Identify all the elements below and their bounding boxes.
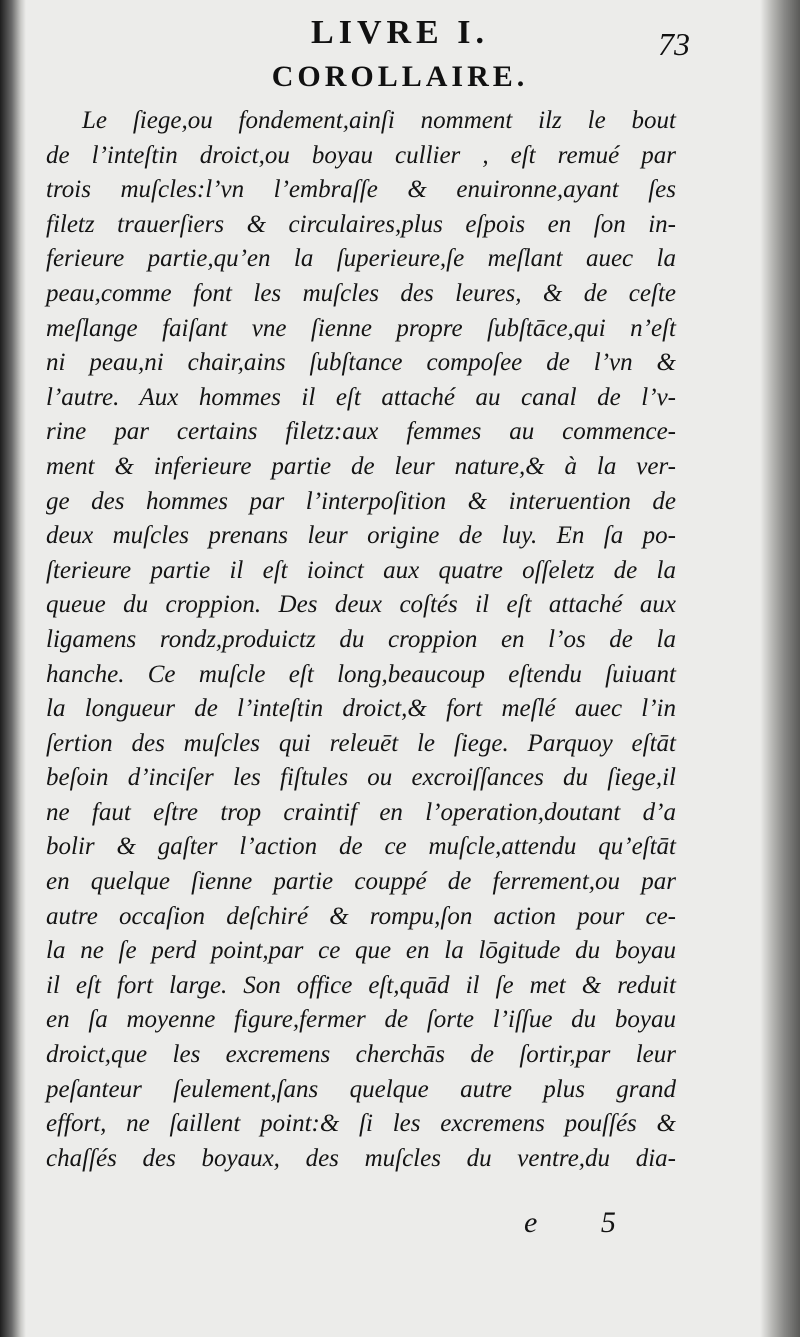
text-line: ferieure partie,qu’en la ſuperieure,ſe meſlant auec la (46, 245, 676, 273)
text-line: droict,que les excremens cherchās de ſortir,par leur (46, 1041, 676, 1069)
page-number: 73 (658, 26, 690, 62)
text-line: hanche. Ce muſcle eſt long,beaucoup eſtendu ſuiuant (46, 660, 676, 688)
text-line: ſertion des muſcles qui releuēt le ſiege. Parquoy eſtāt (46, 729, 676, 757)
page-edge-shadow (760, 0, 800, 1337)
text-line: chaſſés des boyaux, des muſcles du ventre,du dia- (46, 1144, 676, 1172)
body-paragraph (46, 104, 676, 1176)
text-line: meſlange faiſant vne ſienne propre ſubſtāce,qui n’eſt (46, 314, 676, 342)
text-line: ne faut eſtre trop craintif en l’operation,doutant d’a (46, 798, 676, 826)
running-head-title: LIVRE I. (311, 14, 489, 51)
text-line: l’autre. Aux hommes il eſt attaché au canal de l’v- (46, 383, 676, 411)
text-line: la ne ſe perd point,par ce que en la lōgitude du boyau (46, 937, 676, 965)
text-line: trois muſcles:l’vn l’embraſſe & enuironne,ayant ſes (46, 176, 676, 204)
text-line: deux muſcles prenans leur origine de luy. En ſa po- (46, 522, 676, 550)
text-line: ment & inferieure partie de leur nature,& à la ver- (46, 452, 676, 480)
text-line: queue du croppion. Des deux coſtés il eſt attaché aux (46, 591, 676, 619)
text-line: filetz trauerſiers & circulaires,plus eſpois en ſon in- (46, 210, 676, 238)
text-line: rine par certains filetz:aux femmes au commence- (46, 418, 676, 446)
text-line: effort, ne ſaillent point:& ſi les excremens pouſſés & (46, 1110, 676, 1138)
text-line: ge des hommes par l’interpoſition & interuention de (46, 487, 676, 515)
text-line: la longueur de l’inteſtin droict,& fort meſlé auec l’in (46, 695, 676, 723)
text-line: en quelque ſienne partie couppé de ferrement,ou par (46, 868, 676, 896)
section-title: COROLLAIRE. (271, 60, 529, 93)
text-line: ni peau,ni chair,ains ſubſtance compoſee de l’vn & (46, 349, 676, 377)
text-line: de l’inteſtin droict,ou boyau cullier , eſt remué par (46, 141, 676, 169)
text-line: peſanteur ſeulement,ſans quelque autre plus grand (46, 1075, 676, 1103)
text-line: peau,comme font les muſcles des leures, & de ceſte (46, 279, 676, 307)
text-line: ligamens rondz,produictz du croppion en l’os de la (46, 625, 676, 653)
text-line: autre occaſion deſchiré & rompu,ſon action pour ce- (46, 902, 676, 930)
signature-mark: e 5 (524, 1206, 644, 1239)
text-line: ſterieure partie il eſt ioinct aux quatre oſſeletz de la (46, 556, 676, 584)
text-line: il eſt fort large. Son office eſt,quād il ſe met & reduit (46, 971, 676, 999)
binding-gutter-shadow (0, 0, 26, 1337)
text-line: beſoin d’inciſer les fiſtules ou excroiſſances du ſiege,il (46, 764, 676, 792)
text-line: Le ſiege,ou fondement,ainſi nomment ilz le bout (82, 107, 676, 134)
text-line: en ſa moyenne figure,fermer de ſorte l’iſſue du boyau (46, 1006, 676, 1034)
text-line: bolir & gaſter l’action de ce muſcle,attendu qu’eſtāt (46, 833, 676, 861)
